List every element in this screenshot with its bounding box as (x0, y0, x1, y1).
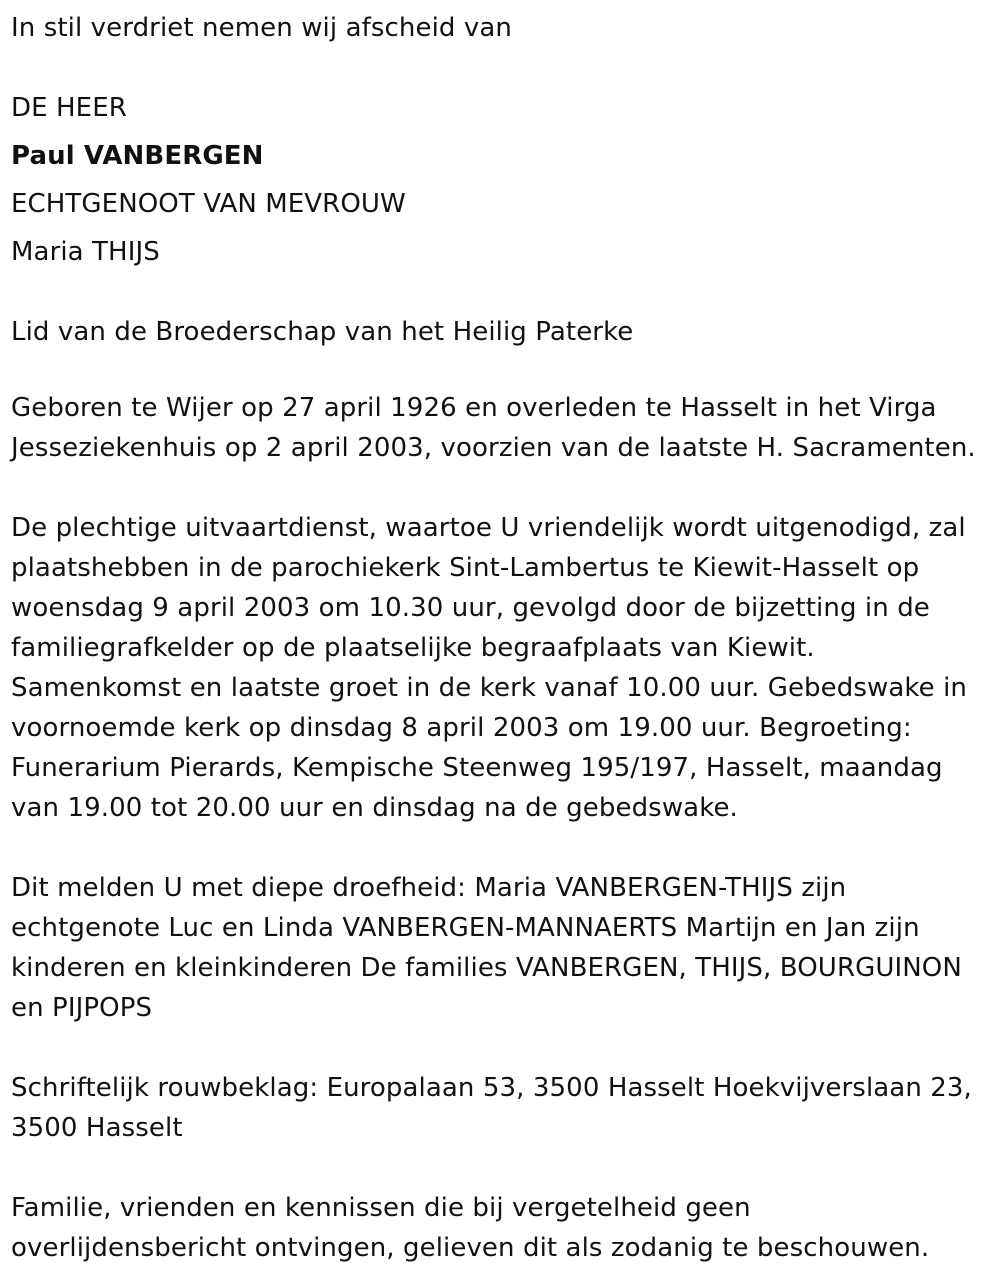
paragraph-line: woensdag 9 april 2003 om 10.30 uur, gevolgd door de bijzetting in de (11, 593, 930, 623)
paragraph-line: echtgenote Luc en Linda VANBERGEN-MANNAERTS Martijn en Jan zijn (11, 913, 920, 943)
paragraph-line: 3500 Hasselt (11, 1113, 183, 1143)
paragraph-line: Geboren te Wijer op 27 april 1926 en overleden te Hasselt in het Virga (11, 393, 937, 423)
paragraph-line: plaatshebben in de parochiekerk Sint-Lambertus te Kiewit-Hasselt op (11, 553, 920, 583)
paragraph-line: Dit melden U met diepe droefheid: Maria VANBERGEN-THIJS zijn (11, 873, 847, 903)
paragraph-line: kinderen en kleinkinderen De families VANBERGEN, THIJS, BOURGUINON (11, 953, 962, 983)
title-line: DE HEER (11, 93, 127, 123)
intro-text: In stil verdriet nemen wij afscheid van (11, 13, 512, 43)
spacer (11, 356, 990, 388)
spacer (11, 1148, 990, 1188)
spacer (11, 828, 990, 868)
spouse-label: ECHTGENOOT VAN MEVROUW (11, 189, 406, 219)
paragraph-line: overlijdensbericht ontvingen, gelieven dit als zodanig te beschouwen. (11, 1233, 930, 1263)
paragraph-line: van 19.00 tot 20.00 uur en dinsdag na de gebedswake. (11, 793, 738, 823)
paragraph-line: Samenkomst en laatste groet in de kerk vanaf 10.00 uur. Gebedswake in (11, 673, 968, 703)
birth-death-paragraph (11, 388, 990, 468)
condolences-paragraph (11, 1068, 990, 1148)
spacer (11, 276, 990, 308)
funeral-paragraph (11, 508, 990, 828)
paragraph-line: De plechtige uitvaartdienst, waartoe U vriendelijk wordt uitgenodigd, zal (11, 513, 966, 543)
membership-text: Lid van de Broederschap van het Heilig Paterke (11, 317, 634, 347)
paragraph-line: Funerarium Pierards, Kempische Steenweg 195/197, Hasselt, maandag (11, 753, 943, 783)
closing-paragraph (11, 1188, 990, 1268)
paragraph-line: Familie, vrienden en kennissen die bij vergetelheid geen (11, 1193, 751, 1223)
paragraph-line: Schriftelijk rouwbeklag: Europalaan 53, 3500 Hasselt Hoekvijverslaan 23, (11, 1073, 972, 1103)
paragraph-line: Jesseziekenhuis op 2 april 2003, voorzien van de laatste H. Sacramenten. (11, 433, 976, 463)
paragraph-line: en PIJPOPS (11, 993, 153, 1023)
paragraph-line: voornoemde kerk op dinsdag 8 april 2003 om 19.00 uur. Begroeting: (11, 713, 912, 743)
family-paragraph (11, 868, 990, 1028)
deceased-name: Paul VANBERGEN (11, 141, 264, 171)
spacer (11, 468, 990, 508)
paragraph-line: familiegrafkelder op de plaatselijke begraafplaats van Kiewit. (11, 633, 815, 663)
spacer (11, 52, 990, 84)
spacer (11, 1028, 990, 1068)
spouse-name: Maria THIJS (11, 237, 160, 267)
